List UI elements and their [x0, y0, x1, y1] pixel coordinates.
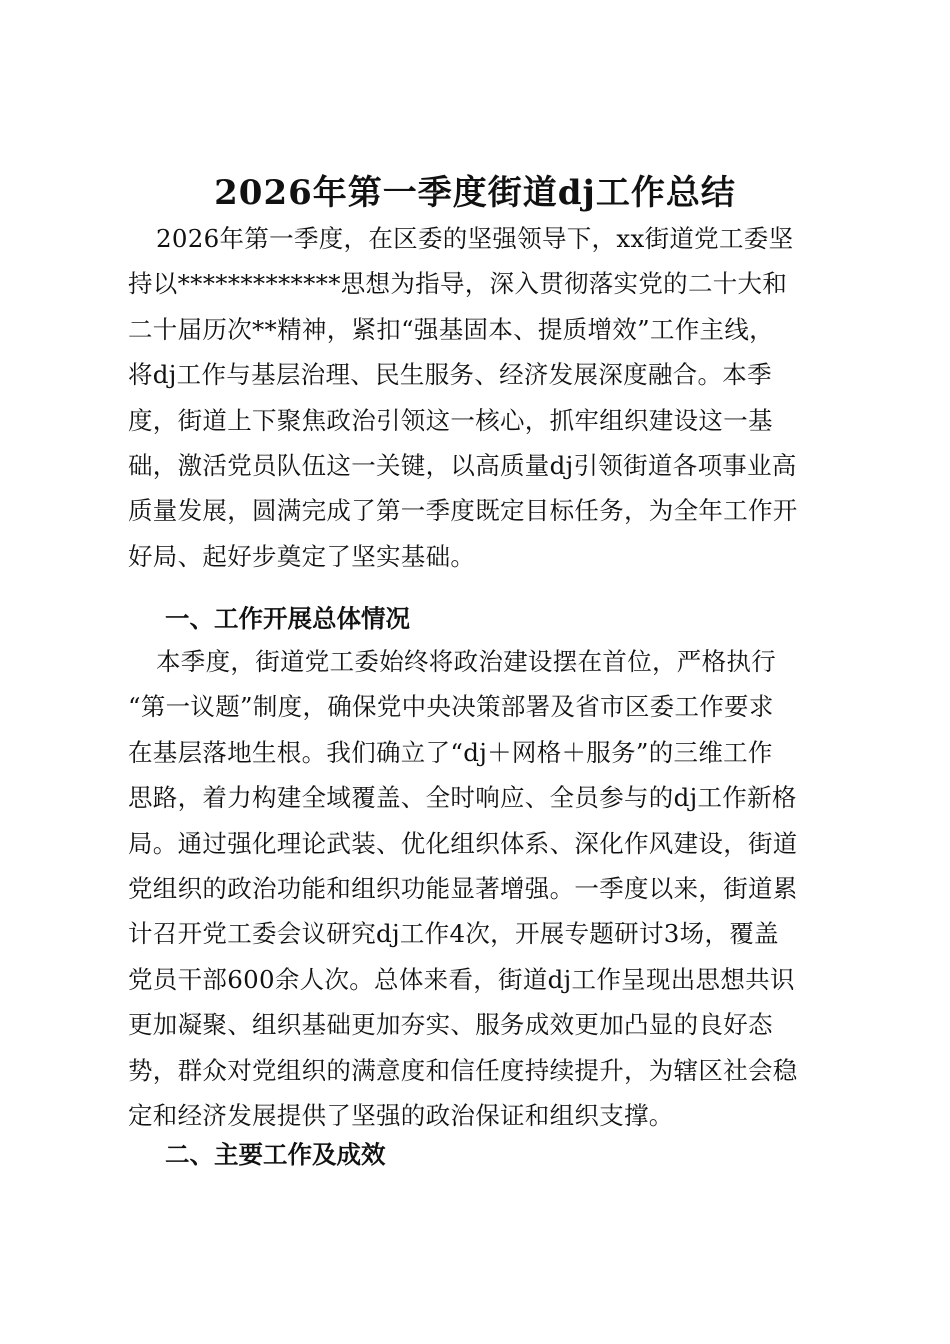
paragraph-line: 在基层落地生根。我们确立了“dj＋网格＋服务”的三维工作 — [128, 737, 773, 767]
paragraph-line: 二十届历次**精神，紧扣“强基固本、提质增效”工作主线， — [128, 314, 774, 344]
paragraph-line: 持以*************思想为指导，深入贯彻落实党的二十大和 — [128, 269, 788, 299]
paragraph-line: 质量发展，圆满完成了第一季度既定目标任务，为全年工作开 — [128, 496, 798, 526]
section-1-paragraph — [128, 639, 828, 1138]
paragraph-line: 将dj工作与基层治理、民生服务、经济发展深度融合。本季 — [128, 360, 772, 390]
paragraph-line: 势，群众对党组织的满意度和信任度持续提升，为辖区社会稳 — [128, 1055, 798, 1085]
paragraph-line: 定和经济发展提供了坚强的政治保证和组织支撑。 — [128, 1100, 674, 1130]
paragraph-line: 本季度，街道党工委始终将政治建设摆在首位，严格执行 — [156, 647, 776, 676]
paragraph-line: “第一议题”制度，确保党中央决策部署及省市区委工作要求 — [128, 692, 774, 722]
paragraph-line: 更加凝聚、组织基础更加夯实、服务成效更加凸显的良好态 — [128, 1010, 773, 1040]
paragraph-line: 思路，着力构建全域覆盖、全时响应、全员参与的dj工作新格 — [128, 783, 797, 813]
section-heading-2: 二、主要工作及成效 — [165, 1140, 386, 1169]
paragraph-line: 础，激活党员队伍这一关键，以高质量dj引领街道各项事业高 — [128, 450, 797, 480]
document-title: 2026年第一季度街道dj工作总结 — [214, 173, 736, 213]
paragraph-line: 好局、起好步奠定了坚实基础。 — [128, 541, 476, 571]
paragraph-line: 局。通过强化理论武装、优化组织体系、深化作风建设，街道 — [128, 828, 798, 858]
paragraph-line: 度，街道上下聚焦政治引领这一核心，抓牢组织建设这一基 — [128, 405, 773, 435]
paragraph-line: 党组织的政治功能和组织功能显著增强。一季度以来，街道累 — [128, 873, 798, 903]
paragraph-line: 党员干部600余人次。总体来看，街道dj工作呈现出思想共识 — [128, 964, 795, 994]
section-heading-1: 一、工作开展总体情况 — [165, 604, 410, 633]
paragraph-line: 2026年第一季度，在区委的坚强领导下，xx街道党工委坚 — [156, 224, 794, 253]
paragraph-line: 计召开党工委会议研究dj工作4次，开展专题研讨3场，覆盖 — [128, 919, 779, 949]
intro-paragraph — [128, 216, 828, 579]
